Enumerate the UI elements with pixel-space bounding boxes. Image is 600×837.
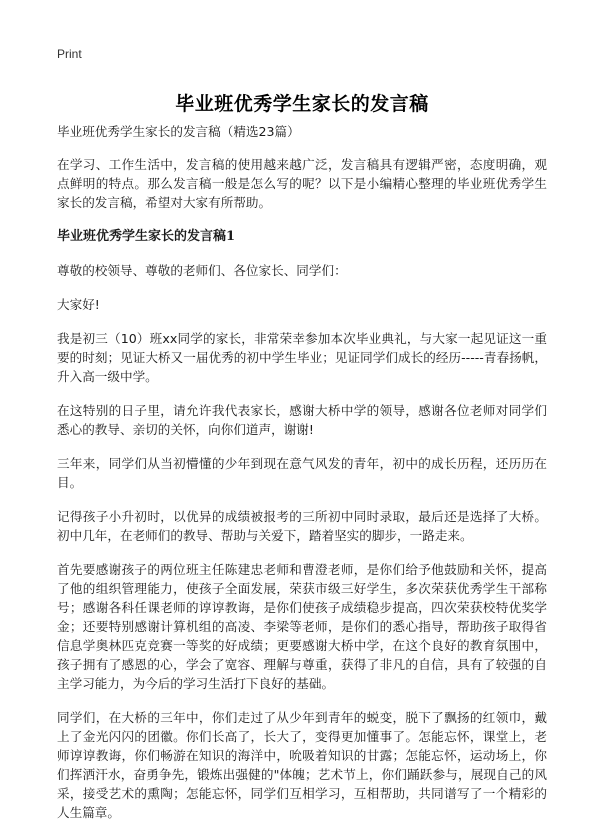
body-paragraph: 我是初三（10）班xx同学的家长，非常荣幸参加本次毕业典礼，与大家一起见证这一重要的时刻；见证大桥又一届优秀的初中学生毕业；见证同学们成长的经历-----青春扬帆，升入高一级中学。: [57, 331, 547, 384]
greeting-paragraph: 大家好!: [57, 297, 100, 312]
document-subtitle: 毕业班优秀学生家长的发言稿（精选23篇）: [57, 124, 300, 139]
body-paragraph: 三年来，同学们从当初懵懂的少年到现在意气风发的青年，初中的成长历程，还历历在目。: [57, 456, 547, 490]
body-paragraph: 同学们，在大桥的三年中，你们走过了从少年到青年的蜕变，脱下了飘扬的红领巾，戴上了金光闪闪的团徽。你们长高了，长大了，变得更加懂事了。怎能忘怀，课堂上，老师谆谆教诲，你们畅游在知识的海洋中，吮吸着知识的甘露；怎能忘怀，运动场上，你们挥洒汗水，奋勇争先，锻炼出强健的"体魄；艺术节上，你们踊跃参与，展现自己的风采，接受艺术的熏陶；怎能忘怀，同学们互相学习，互相帮助，共同谱写了一个精彩的人生篇章。: [57, 710, 547, 820]
body-paragraph: 在这特别的日子里，请允许我代表家长，感谢大桥中学的领导，感谢各位老师对同学们悉心的教导、亲切的关怀，向你们道声，谢谢!: [57, 403, 547, 437]
intro-paragraph: 在学习、工作生活中，发言稿的使用越来越广泛，发言稿具有逻辑严密，态度明确，观点鲜明的特点。那么发言稿一般是怎么写的呢？以下是小编精心整理的毕业班优秀学生家长的发言稿，希望对大家有所帮助。: [57, 157, 547, 210]
print-link[interactable]: Print: [57, 47, 82, 61]
body-paragraph: 记得孩子小升初时，以优异的成绩被报考的三所初中同时录取，最后还是选择了大桥。初中几年，在老师们的教导、帮助与关爱下，踏着坚实的脚步，一路走来。: [57, 509, 547, 543]
salutation-paragraph: 尊敬的校领导、尊敬的老师们、各位家长、同学们：: [57, 263, 347, 278]
document-title: 毕业班优秀学生家长的发言稿: [175, 92, 429, 115]
document-body: [57, 122, 547, 837]
section-heading: 毕业班优秀学生家长的发言稿1: [57, 229, 236, 244]
body-paragraph: 首先要感谢孩子的两位班主任陈建忠老师和曹澄老师，是你们给予他鼓励和关怀，提高了他的组织管理能力，使孩子全面发展，荣获市级三好学生，多次荣获优秀学生干部称号；感谢各科任课老师的谆谆教诲，是你们使孩子成绩稳步提高，四次荣获校特优奖学金；还要特别感谢计算机组的高凌、李梁等老师，是你们的悉心指导，帮助孩子取得省信息学奥林匹克竞赛一等奖的好成绩；更要感谢大桥中学，在这个良好的教育氛围中，孩子拥有了感恩的心，学会了宽容、理解与尊重，获得了非凡的自信，具有了较强的自主学习能力，为今后的学习生活打下良好的基础。: [57, 562, 547, 691]
